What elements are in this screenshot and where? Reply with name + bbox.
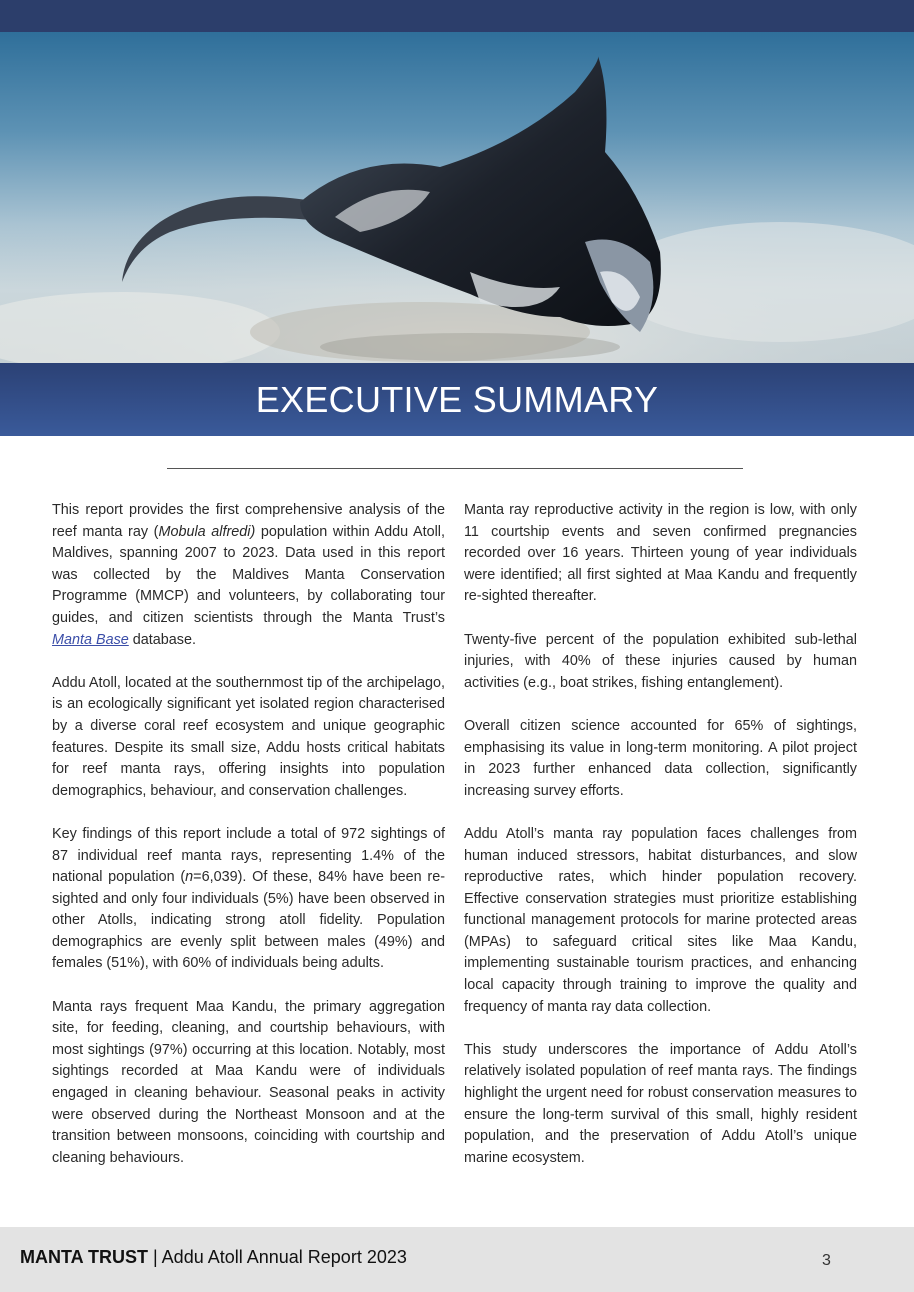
title-band — [0, 363, 914, 436]
n-symbol: n — [185, 869, 194, 886]
footer-report-name: Addu Atoll Annual Report 2023 — [161, 1247, 407, 1267]
paragraph-injuries: Twenty-five percent of the population exhibited sub-lethal injuries, with 40% of these injuries caused by human activities (e.g., boat strikes, fishing entanglement). — [464, 631, 857, 691]
paragraph-addu-atoll: Addu Atoll, located at the southernmost tip of the archipelago, is an ecologically significant yet isolated region characterised by a diverse coral reef ecosystem and unique geographic features. Despite its small size, Addu hosts critical habitats for reef manta rays, offering insights into population demographics, behaviour, and conservation challenges. — [52, 674, 445, 799]
findings-text-b: =6,039). Of these, 84% have been re-sighted and only four individuals (5%) have been observed in other Atolls, indicating strong atoll fidelity. Population demographics are evenly split between males (49%) and females (51%), with 60% of individuals being adults. — [52, 869, 445, 972]
manta-ray-illustration — [0, 32, 914, 363]
paragraph-maa-kandu: Manta rays frequent Maa Kandu, the primary aggregation site, for feeding, cleaning, and courtship behaviours, with most sightings (97%) occurring at this location. Notably, most sightings recorded at Maa Kandu were of individuals engaged in cleaning behaviour. Seasonal peaks in activity were observed during the Northeast Monsoon and at the transition between monsoons, coinciding with courtship and cleaning behaviours. — [52, 998, 445, 1166]
left-column — [52, 500, 445, 1191]
intro-text-c: database. — [128, 631, 197, 648]
paragraph-conclusion: This study underscores the importance of Addu Atoll’s relatively isolated population of reef manta rays. The findings highlight the urgent need for robust conservation measures to ensure the long-term survival of this small, highly resident population, and the preservation of Addu Atoll’s unique marine ecosystem. — [464, 1041, 857, 1166]
paragraph-reproduction: Manta ray reproductive activity in the region is low, with only 11 courtship events and seven confirmed pregnancies recorded over 16 years. Thirteen young of year individuals were identified; all first sighted at Maa Kandu and frequently re-sighted thereafter. — [464, 502, 857, 605]
footer-brand: MANTA TRUST — [20, 1247, 148, 1267]
footer-title — [20, 1247, 407, 1268]
paragraph-citizen-science: Overall citizen science accounted for 65% of sightings, emphasising its value in long-term monitoring. A pilot project in 2023 further enhanced data collection, significantly increasing survey efforts. — [464, 717, 857, 799]
page-number: 3 — [822, 1252, 831, 1269]
hero-photo — [0, 32, 914, 363]
title-divider — [167, 468, 743, 469]
page-title: EXECUTIVE SUMMARY — [255, 378, 659, 420]
manta-base-link[interactable]: Manta Base — [52, 631, 129, 648]
intro-text-b: population within Addu Atoll, Maldives, spanning 2007 to 2023. Data used in this report was collected by the Maldives Manta Conservation Programme (MMCP) and volunteers, by collaborating tour guides, and citizen scientists through the Manta Trust’s — [52, 523, 445, 626]
right-column — [464, 500, 857, 1191]
findings-text-a: Key findings of this report include a total of 972 sightings of 87 individual reef manta rays, representing 1.4% of the national population ( — [52, 825, 445, 886]
intro-text-a: This report provides the first comprehensive analysis of the reef manta ray ( — [52, 502, 445, 540]
paragraph-intro — [52, 500, 445, 651]
top-band — [0, 0, 914, 32]
paragraph-key-findings — [52, 824, 445, 975]
species-name: Mobula alfredi) — [158, 523, 256, 540]
paragraph-challenges: Addu Atoll’s manta ray population faces challenges from human induced stressors, habitat disturbances, and slow reproductive rates, which hinder population recovery. Effective conservation strategies must prioritize establishing functional management protocols for marine protected areas (MPAs) to safeguard critical sites like Maa Kandu, implementing sustainable tourism practices, and enhancing local capacity through training to improve the quality and frequency of manta ray data collection. — [464, 825, 857, 1015]
footer-separator: | — [147, 1247, 162, 1267]
